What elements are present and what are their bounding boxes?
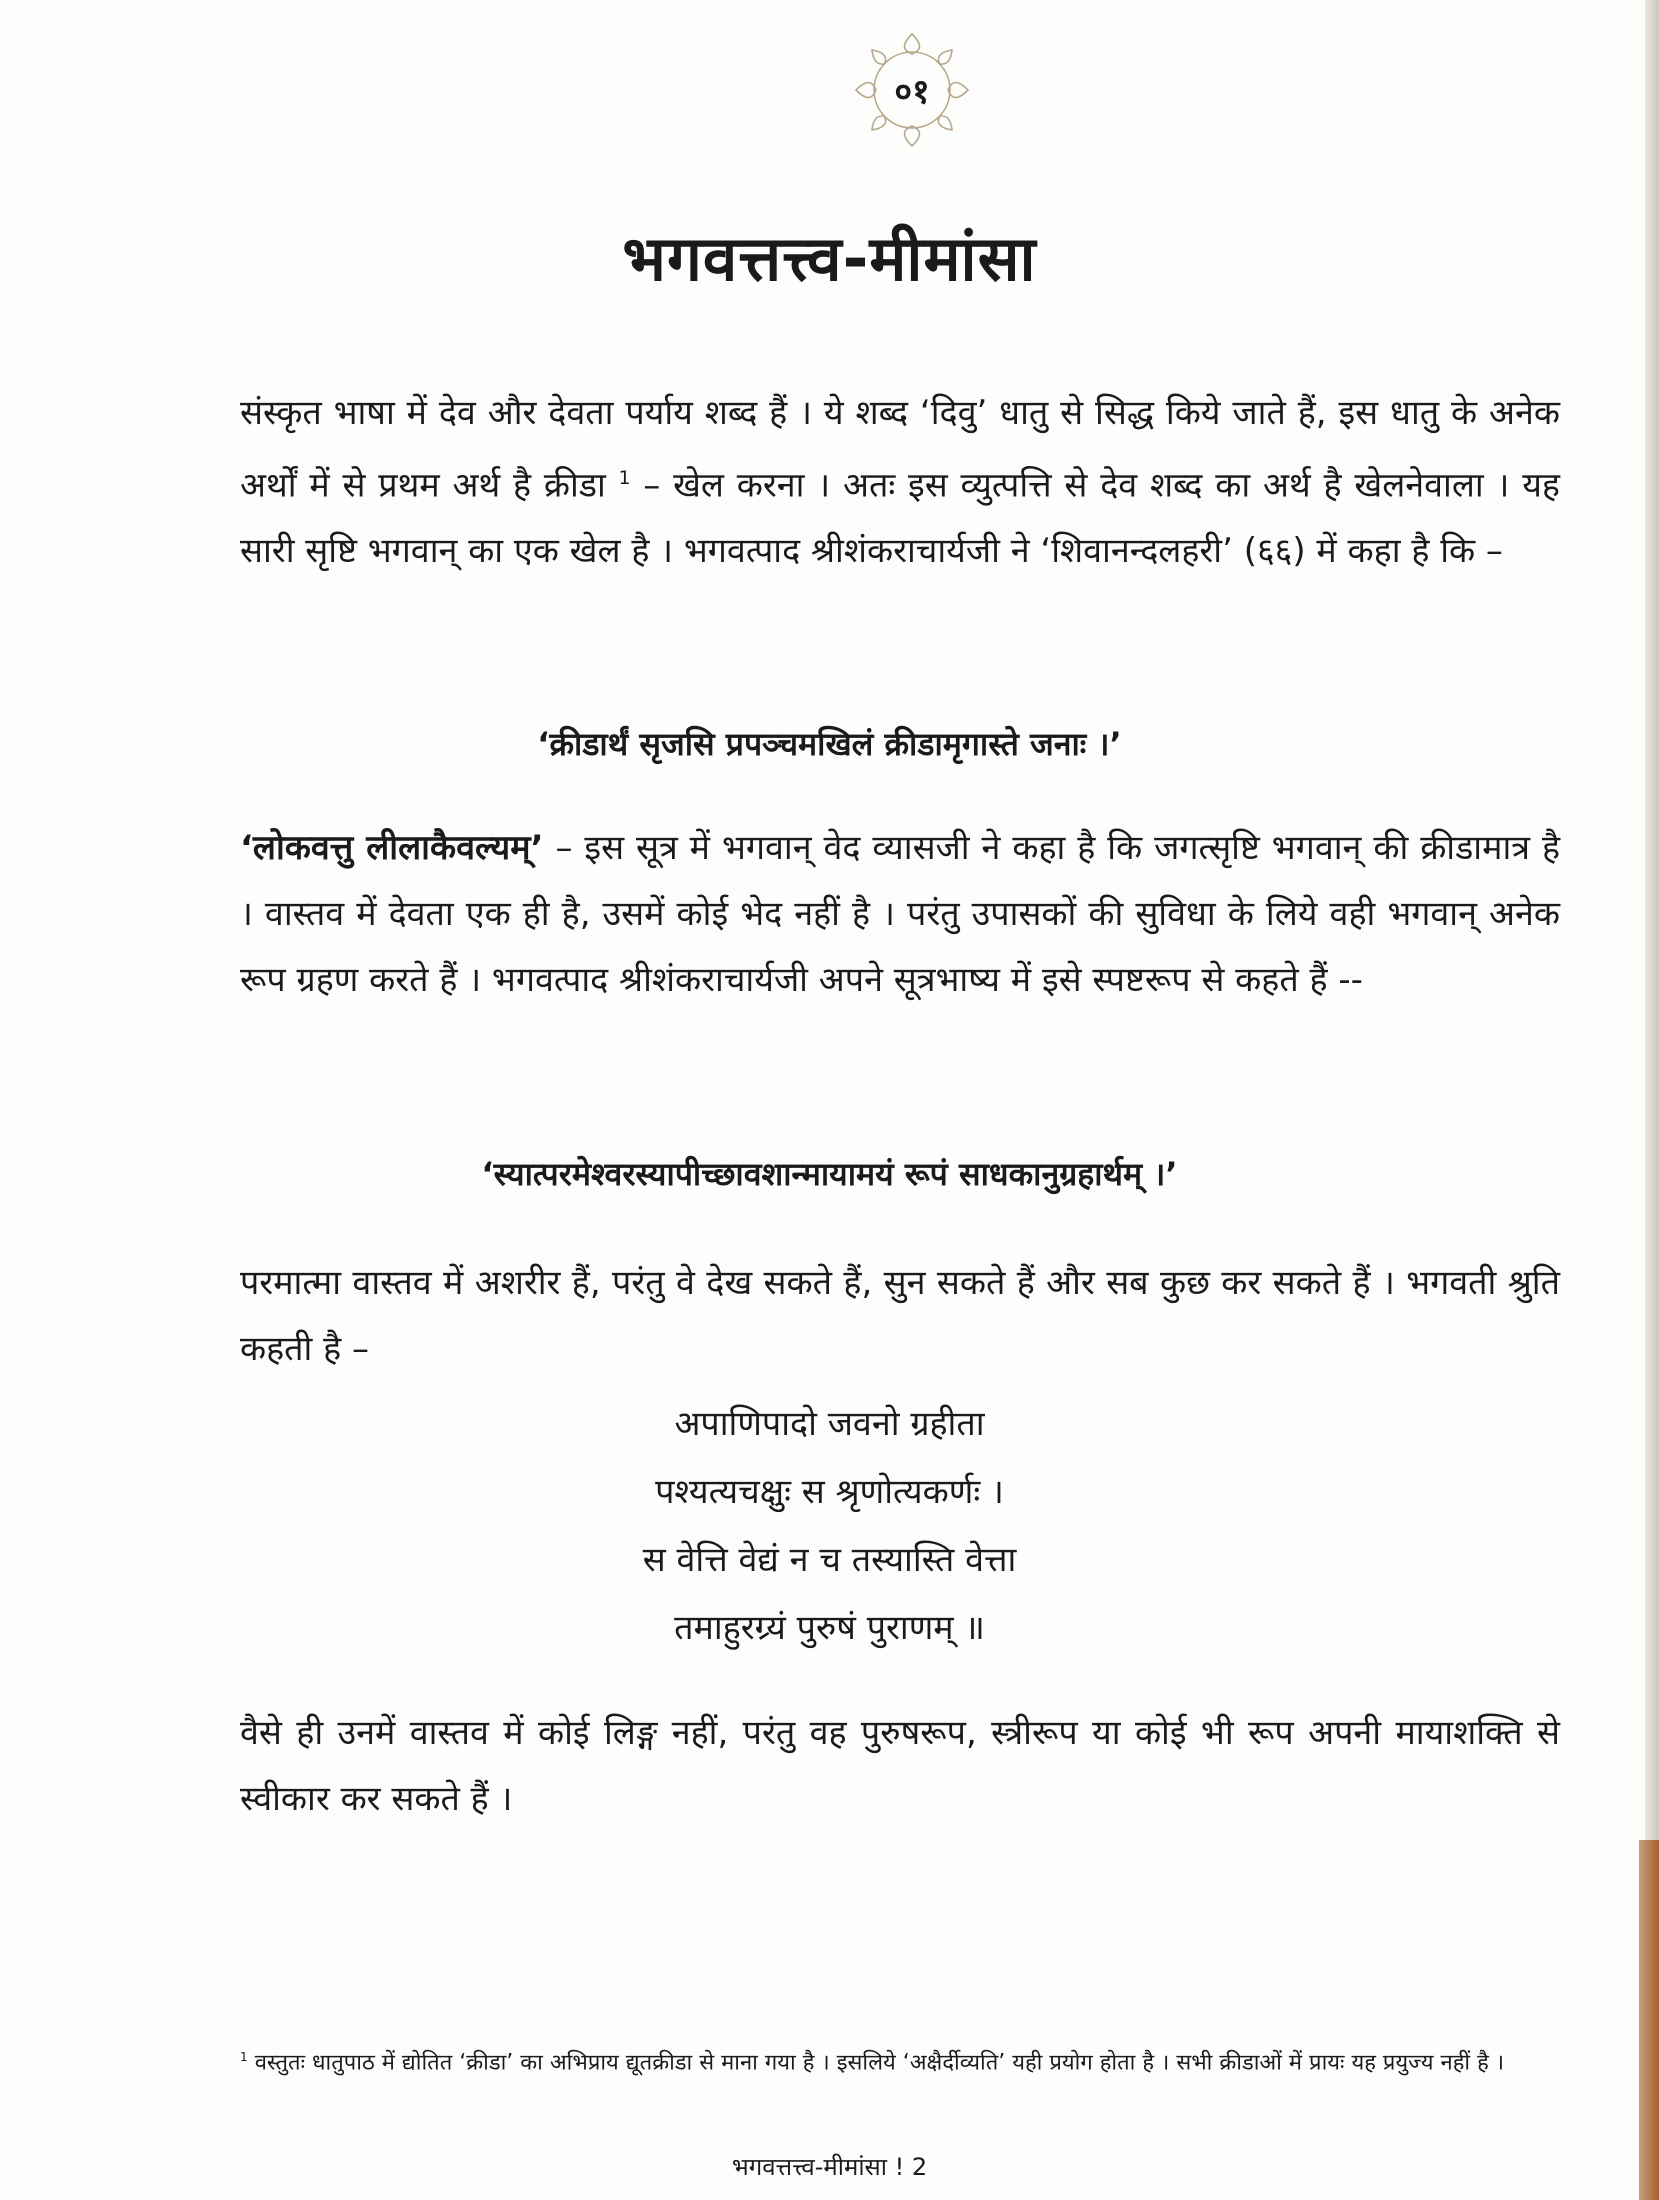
paragraph-paramatma: परमात्मा वास्तव में अशरीर हैं, परंतु वे देख सकते हैं, सुन सकते हैं और सब कुछ कर सकते हैं । भगवती श्रुति कहती है – [240,1263,1560,1369]
sutra-quote: ‘लोकवत्तु लीलाकैवल्यम्’ [240,828,544,868]
shruti-verse [0,1390,1659,1662]
paragraph-intro [240,380,1560,584]
verse-line: तमाहुरग्र्यं पुरुषं पुराणम् ॥ [674,1608,985,1648]
footnote-reference[interactable]: 1 [618,468,631,489]
chapter-number: ०१ [894,72,930,112]
verse-line: अपाणिपादो जवनो ग्रहीता [674,1404,985,1444]
paragraph-lokavat [240,815,1560,1013]
page-title: भगवत्तत्त्व-मीमांसा [622,222,1037,295]
paragraph-linga: वैसे ही उनमें वास्तव में कोई लिङ्ग नहीं, परंतु वह पुरुषरूप, स्त्रीरूप या कोई भी रूप अपनी मायाशक्ति से स्वीकार कर सकते हैं । [240,1713,1560,1819]
page-number: 2 [911,2153,928,2181]
book-cover-edge [1639,1840,1659,2200]
paragraph-lokavat-text: – इस सूत्र में भगवान् वेद व्यासजी ने कहा है कि जगत्सृष्टि भगवान् की क्रीडामात्र है । वास्तव में देवता एक ही है, उसमें कोई भेद नहीं है । परंतु उपासकों की सुविधा के लिये वही भगवान् अनेक रूप ग्रहण करते हैं । भगवत्पाद श्रीशंकराचार्यजी अपने सूत्रभाष्य में इसे स्पष्टरूप से कहते हैं -- [240,828,1561,1000]
paragraph-intro-continuation: – खेल करना । अतः इस व्युत्पत्ति से देव शब्द का अर्थ है खेलनेवाला । यह सारी सृष्टि भगवान् का एक खेल है । भगवत्पाद श्रीशंकराचार्यजी ने ‘शिवानन्दलहरी’ (६६) में कहा है कि – [240,465,1560,572]
paragraph-intro-text: संस्कृत भाषा में देव और देवता पर्याय शब्द हैं । ये शब्द ‘दिवु’ धातु से सिद्ध किये जाते हैं, इस धातु के अनेक अर्थों में से प्रथम अर्थ है क्रीडा [240,393,1560,506]
chapter-badge [852,30,972,150]
verse-line: पश्यत्यचक्षुः स श्रृणोत्यकर्णः । [655,1472,1004,1512]
footnote-text: वस्तुतः धातुपाठ में द्योतित ‘क्रीडा’ का अभिप्राय द्यूतक्रीडा से माना गया है । इसलिये ‘अक्षैर्दीव्यति’ यही प्रयोग होता है । सभी क्रीडाओं में प्रायः यह प्रयुज्य नहीं है । [254,2050,1505,2076]
page-footer [0,2150,1659,2183]
quote-sutrabhashya: ‘स्यात्परमेश्वरस्यापीच्छावशान्मायामयं रूपं साधकानुग्रहार्थम् ।’ [481,1155,1178,1193]
running-title: भगवत्तत्त्व-मीमांसा [731,2153,887,2181]
footer-separator: ! [894,2153,905,2181]
footnote [240,2035,1560,2085]
verse-line: स वेत्ति वेद्यं न च तस्यास्ति वेत्ता [642,1540,1017,1580]
footnote-mark: 1 [240,2050,248,2064]
quote-shivanandalahari: ‘क्रीडार्थं सृजसि प्रपञ्चमखिलं क्रीडामृगास्ते जनाः ।’ [537,725,1122,763]
